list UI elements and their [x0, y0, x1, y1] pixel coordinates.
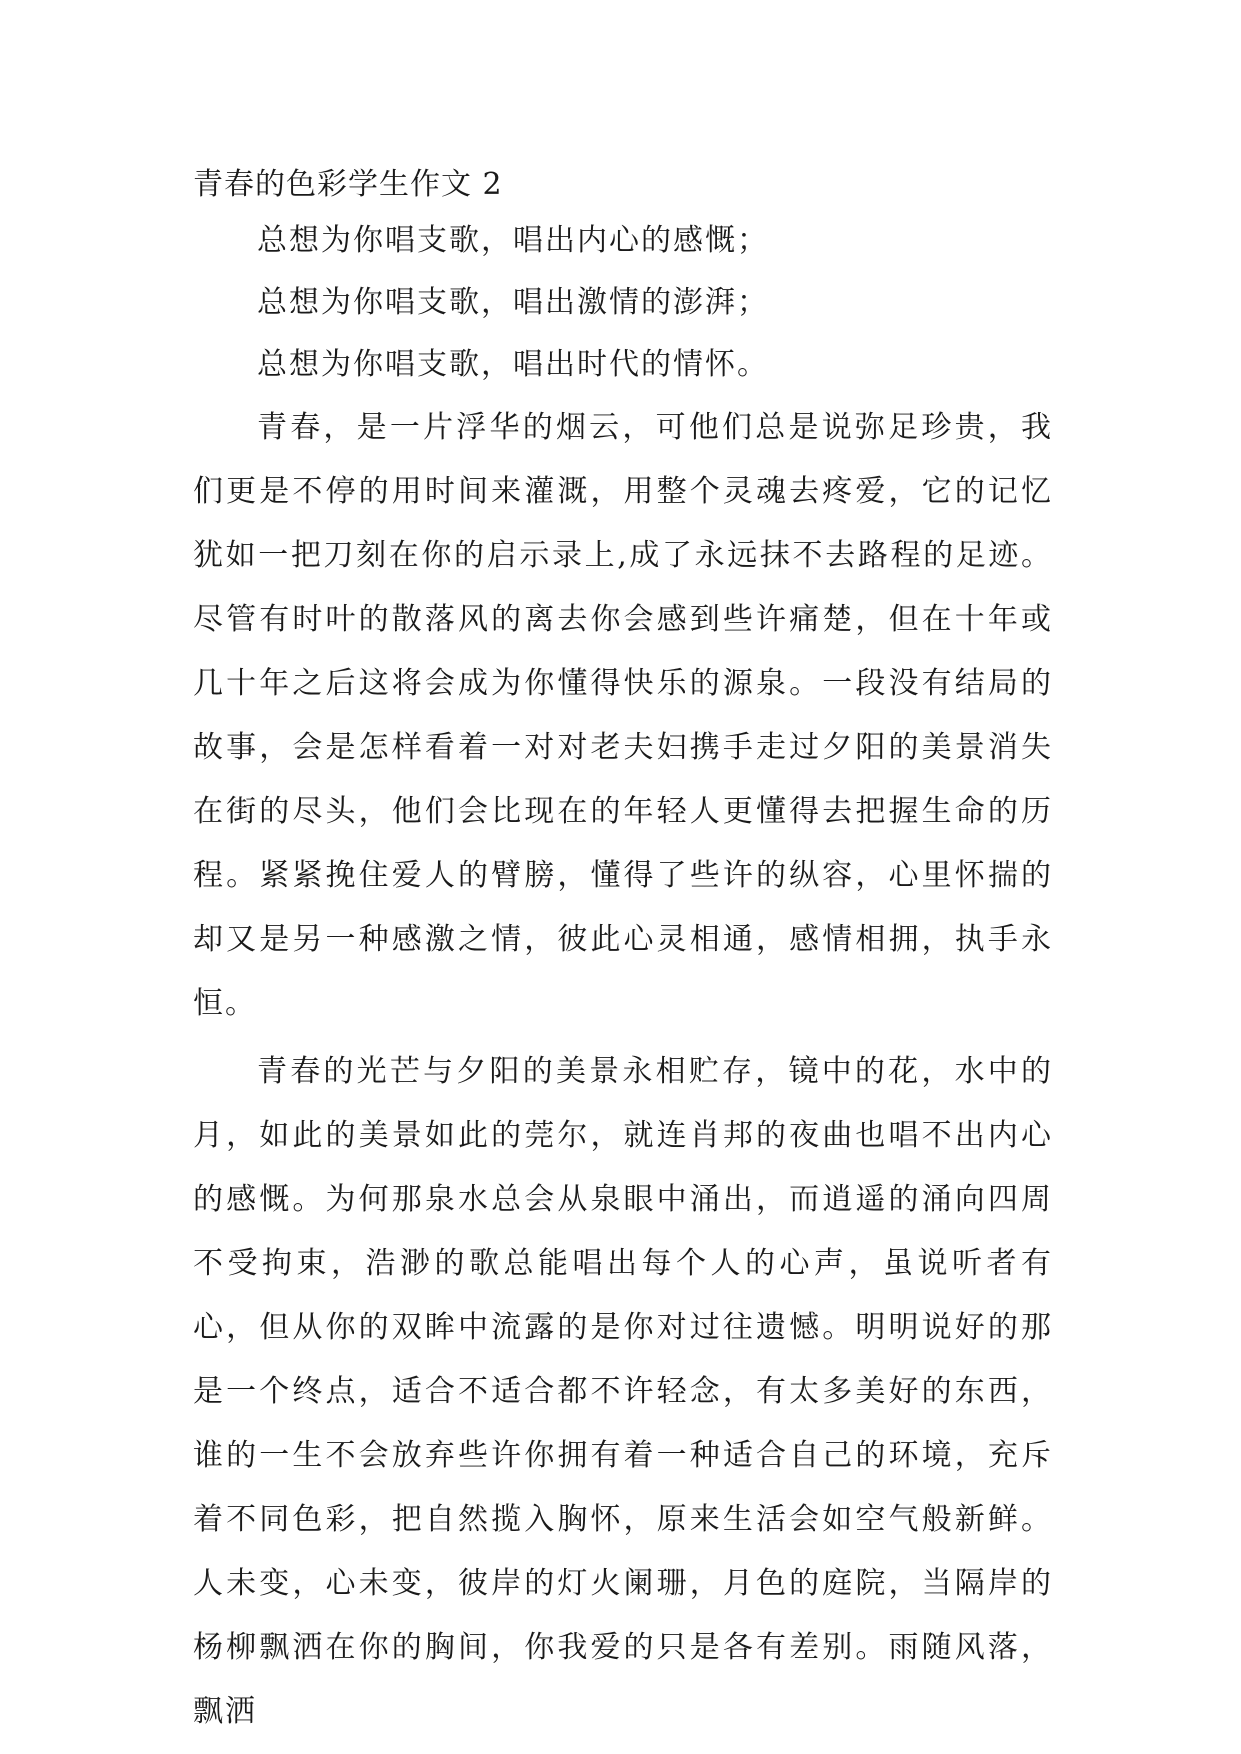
paragraph-1: 青春，是一片浮华的烟云，可他们总是说弥足珍贵，我们更是不停的用时间来灌溉，用整个灵魂去疼爱，它的记忆犹如一把刀刻在你的启示录上,成了永远抹不去路程的足迹。尽管有时叶的散落风的离去你会感到些许痛楚，但在十年或几十年之后这将会成为你懂得快乐的源泉。一段没有结局的故事，会是怎样看着一对对老夫妇携手走过夕阳的美景消失在街的尽头，他们会比现在的年轻人更懂得去把握生命的历程。紧紧挽住爱人的臂膀，懂得了些许的纵容，心里怀揣的却又是另一种感激之情，彼此心灵相通，感情相拥，执手永恒。 [193, 410, 1053, 1021]
verse-line-2: 总想为你唱支歌，唱出激情的澎湃； [257, 285, 769, 320]
verse-line-1: 总想为你唱支歌，唱出内心的感慨； [257, 223, 769, 258]
document-title: 青春的色彩学生作文 2 [193, 167, 503, 202]
verse-line-3: 总想为你唱支歌，唱出时代的情怀。 [257, 347, 769, 382]
document-body [193, 160, 1053, 1744]
paragraph-2: 青春的光芒与夕阳的美景永相贮存，镜中的花，水中的月，如此的美景如此的莞尔，就连肖邦的夜曲也唱不出内心的感慨。为何那泉水总会从泉眼中涌出，而逍遥的涌向四周不受拘束，浩渺的歌总能唱出每个人的心声，虽说听者有心，但从你的双眸中流露的是你对过往遗憾。明明说好的那是一个终点，适合不适合都不许轻念，有太多美好的东西，谁的一生不会放弃些许你拥有着一种适合自己的环境，充斥着不同色彩，把自然揽入胸怀，原来生活会如空气般新鲜。人未变，心未变，彼岸的灯火阑珊，月色的庭院，当隔岸的杨柳飘洒在你的胸间，你我爱的只是各有差别。雨随风落，飘洒 [193, 1054, 1053, 1729]
